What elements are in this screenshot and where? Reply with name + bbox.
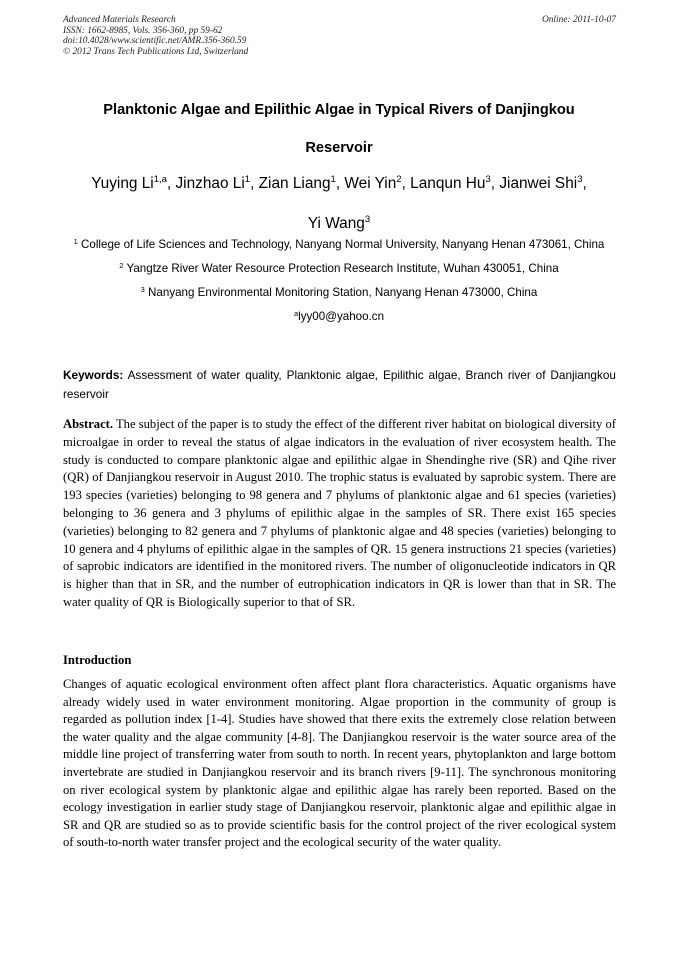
author-sup: 3 <box>364 214 371 225</box>
abstract-label: Abstract. <box>63 417 114 431</box>
author-name: Yuying Li <box>91 175 154 192</box>
journal-name: Advanced Materials Research <box>63 15 176 25</box>
title-line-1: Planktonic Algae and Epilithic Algae in Typical Rivers of Danjingkou <box>103 102 575 118</box>
email-sup: a <box>293 309 299 318</box>
affiliation-3 <box>60 284 618 302</box>
title-line-2: Reservoir <box>305 140 373 156</box>
affiliation-text: Yangtze River Water Resource Protection Research Institute, Wuhan 430051, China <box>126 262 559 275</box>
author-sup: 1,a <box>153 174 167 185</box>
author-sup: 2 <box>396 174 402 185</box>
affiliation-sup: 1 <box>73 237 78 246</box>
affiliation-sup: 2 <box>119 261 124 270</box>
author-name: Zian Liang <box>258 175 331 192</box>
abstract-text: The subject of the paper is to study the effect of the different river habitat on biological diversity of microalgae in order to reveal the status of algae indicators in the evaluation of river ecosystem health. The study is conducted to compare planktonic algae and epilithic algae in Shendinghe rive (SR) and Qihe river (QR) of Danjiangkou reservoir in August 2010. The trophic status is evaluated by saprobic system. There are 193 species (varieties) belonging to 98 genera and 7 phylums of planktonic algae and 61 species (varieties) belonging to 36 genera and 3 phylums of epilithic algae in the samples of SR. There exist 165 species (varieties) belonging to 82 genera and 7 phylums of planktonic algae and 48 species (varieties) belonging to 10 genera and 4 phylums of epilithic algae in the samples of QR. 15 genera instructions 21 species (varieties) of saprobic indicators are identified in the monitored rivers. The number of oligonucleotide indicators in QR is higher than that in SR, and the number of eutrophication indicators in QR is lower than that in SR. The water quality of QR is Biologically superior to that of SR. <box>63 417 616 609</box>
affiliation-text: College of Life Sciences and Technology, Nanyang Normal University, Nanyang Henan 473061, China <box>81 238 605 251</box>
affiliation-sup: 3 <box>140 285 145 294</box>
author-sup: 1 <box>244 174 251 185</box>
journal-issn: ISSN: 1662-8985, Vols. 356-360, pp 59-62 <box>63 25 223 36</box>
email-text: lyy00@yahoo.cn <box>298 310 385 323</box>
affiliation-1 <box>60 236 618 254</box>
abstract-section <box>63 416 616 612</box>
author-name: Jinzhao Li <box>175 175 245 192</box>
journal-doi: doi:10.4028/www.scientific.net/AMR.356-360.59 <box>63 36 247 47</box>
keywords-text: Assessment of water quality, Planktonic algae, Epilithic algae, Branch river of Danjiangkou reservoir <box>63 368 616 401</box>
author-name: Wei Yin <box>344 175 397 192</box>
corresponding-email <box>60 308 618 326</box>
author-sup: 3 <box>577 174 583 185</box>
author-name: Yi Wang <box>307 215 365 232</box>
affiliation-text: Nanyang Environmental Monitoring Station, Nanyang Henan 473000, China <box>148 286 538 299</box>
author-line-1: Yuying Li$^{1,a}$, Jinzhao Li$^1$, Zian Liang$^1$, Wei Yin$^2$, Lanqun Hu$^3$, Jianwei Shi$^3$, <box>91 174 587 192</box>
paper-title <box>60 91 618 167</box>
author-sup: 1 <box>330 174 336 185</box>
author-name: Lanqun Hu <box>410 175 486 192</box>
author-name: Jianwei Shi <box>499 175 578 192</box>
introduction-paragraph: Changes of aquatic ecological environment often affect plant flora characteristics. Aquatic organisms have already widely used in water environment monitoring. Algae proportion in the community of group is regarded as pollution index [1-4]. Studies have showed that there exits the extremely close relation between the water quality and the algae community [4-8]. The Danjiangkou reservoir is the water source area of the middle line project of transferring water from south to north. In recent years, phytoplankton and large bottom invertebrate are studied in Danjiangkou reservoir and its branch rivers [9-11]. The synchronous monitoring on river ecological system by planktonic algae and epilithic algae has rarely been reported. Based on the ecology investigation in earlier study stage of Danjiangkou reservoir, planktonic algae and epilithic algae in SR and QR are studied so as to provide scientific basis for the control project of the river ecological system of south-to-north water transfer project and the ecological security of the water quality. <box>63 677 616 850</box>
online-date: Online: 2011-10-07 <box>541 15 616 25</box>
affiliation-list <box>60 236 618 326</box>
keywords-section <box>63 366 616 403</box>
keywords-label: Keywords: <box>63 368 124 382</box>
journal-copyright: © 2012 Trans Tech Publications Ltd, Switzerland <box>63 46 249 57</box>
introduction-heading: Introduction <box>63 653 132 667</box>
affiliation-2 <box>60 260 618 278</box>
author-sup: 3 <box>485 174 491 185</box>
author-list <box>60 164 618 244</box>
journal-header <box>63 15 616 57</box>
